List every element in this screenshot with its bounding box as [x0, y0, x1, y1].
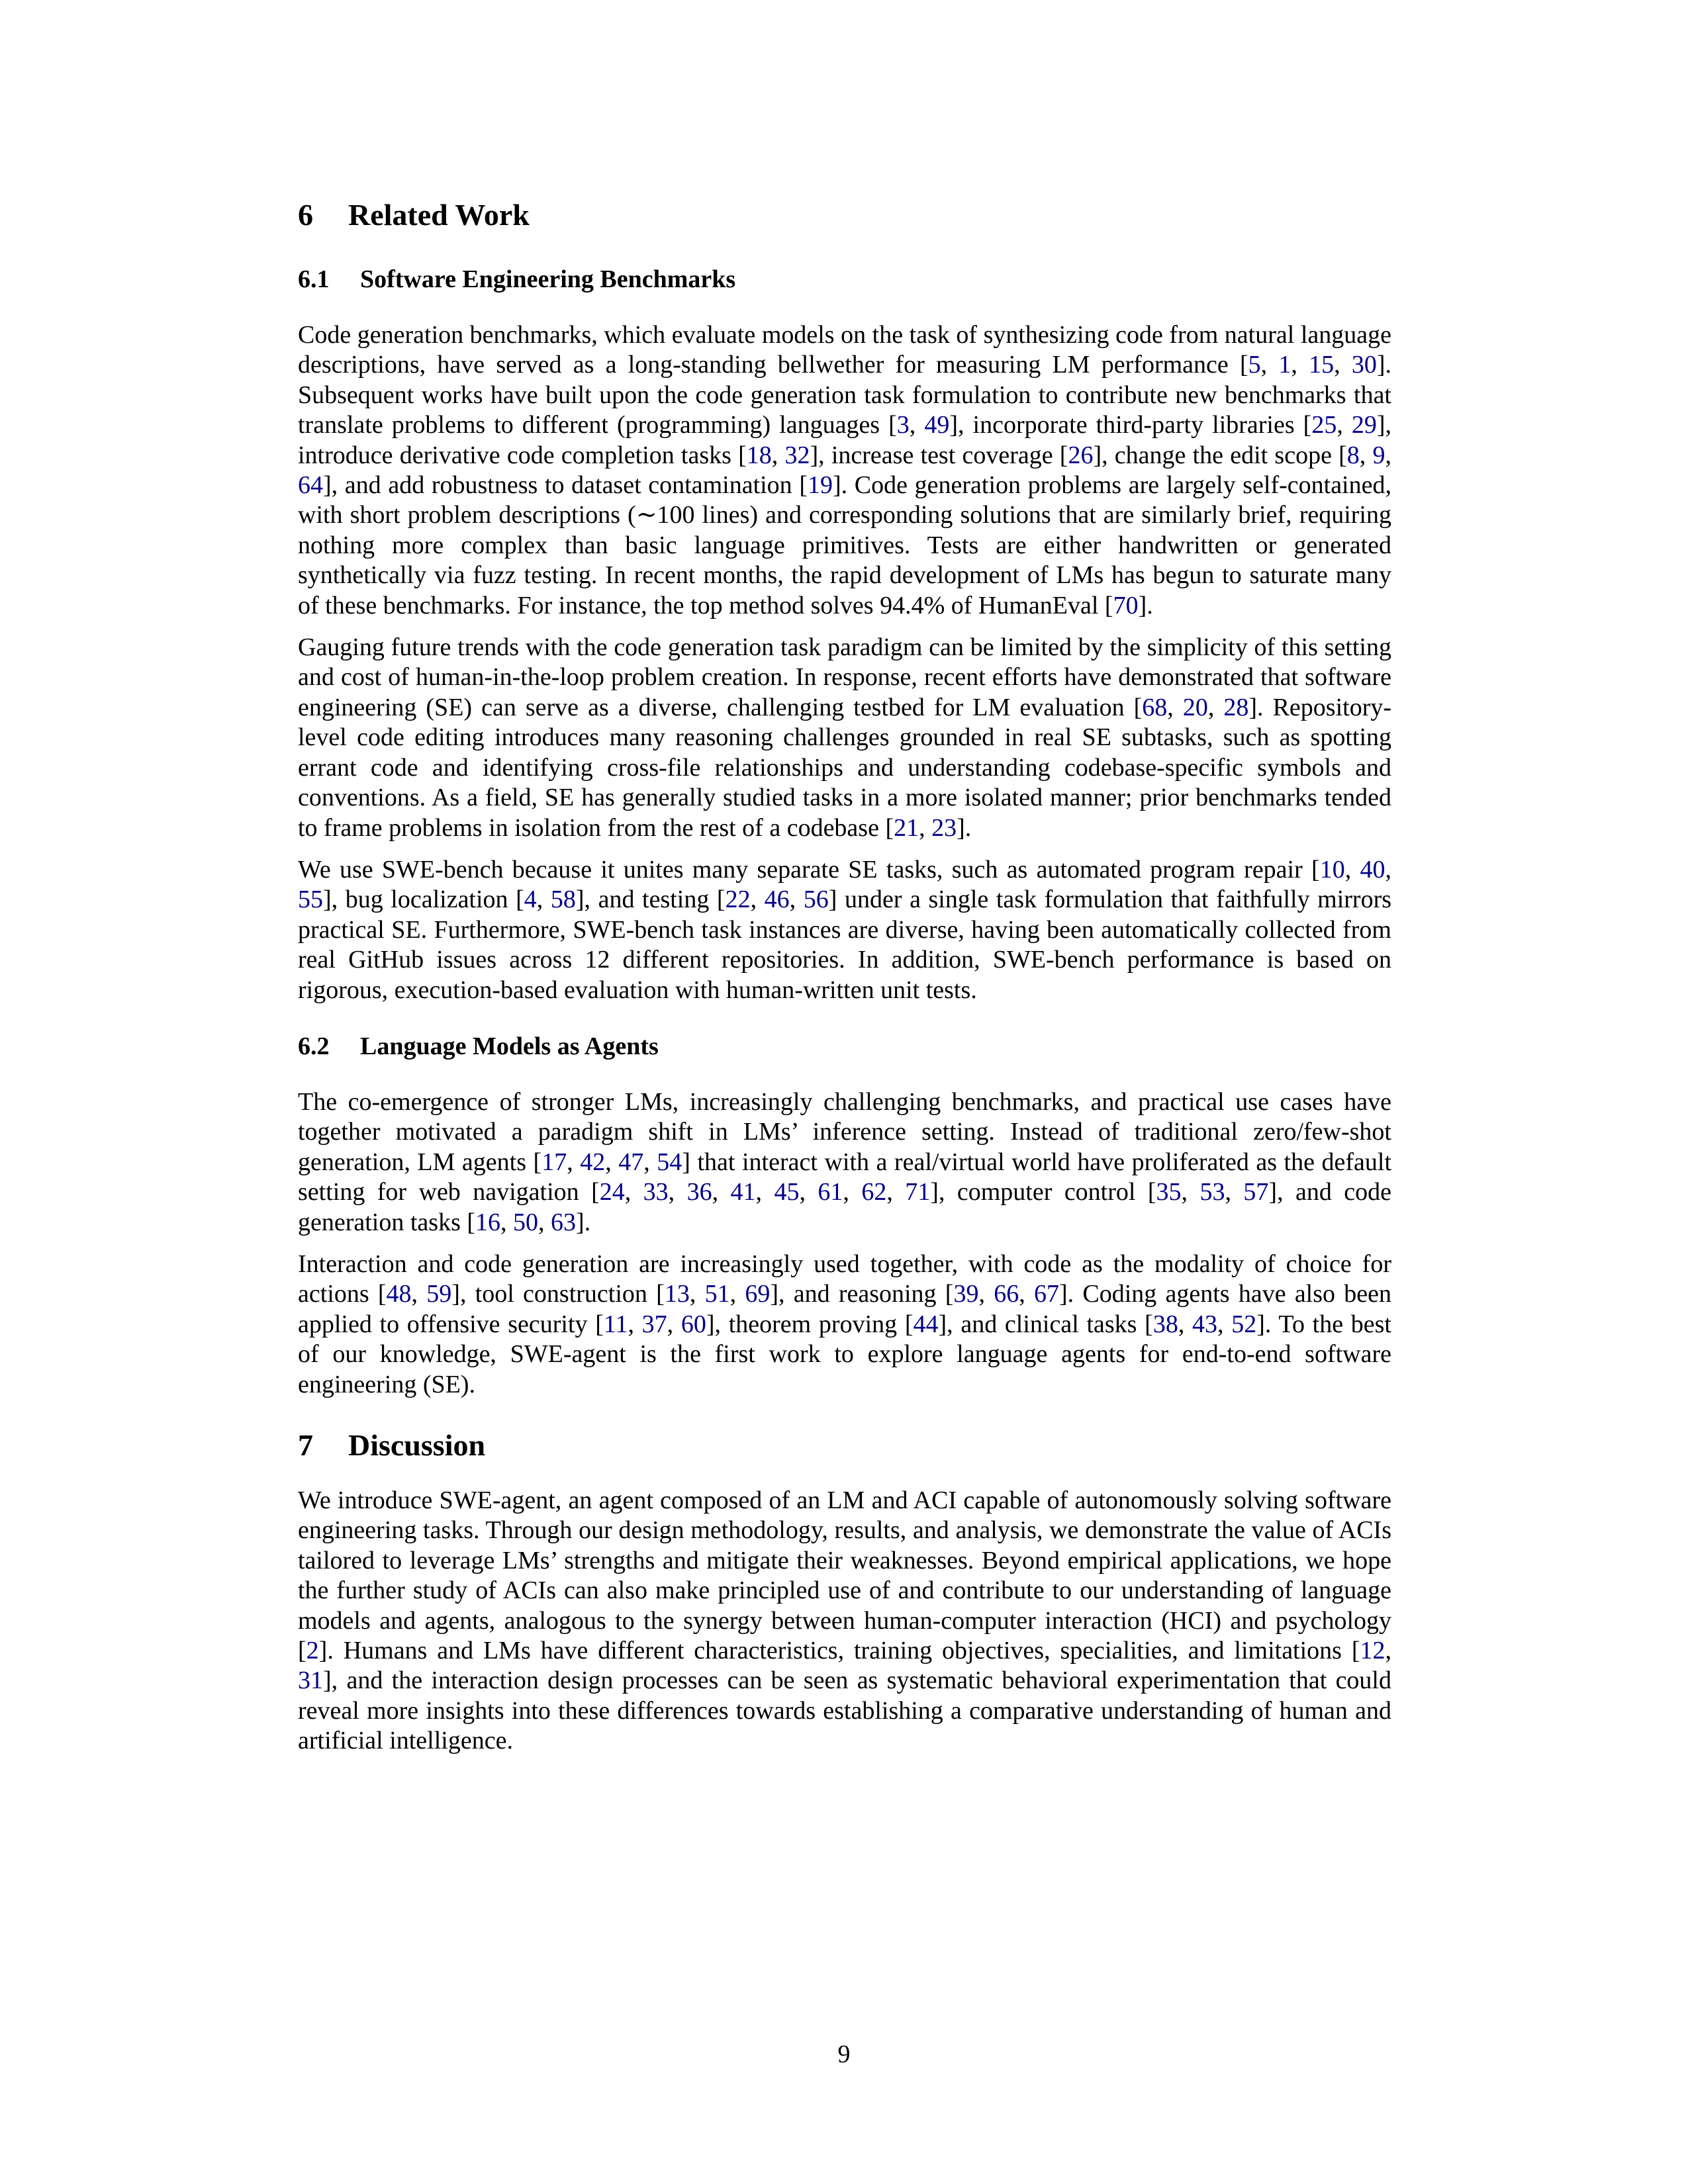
subsection-title: Language Models as Agents [360, 1032, 659, 1060]
paragraph-discussion: We introduce SWE-agent, an agent composed of an LM and ACI capable of autonomously solving software engineering tasks. Through our design methodology, results, and analysis, we demonstrate the value of ACIs tailored to leverage LMs’ strengths and mitigate their weaknesses. Beyond empirical applications, we hope the further study of ACIs can also make principled use of and contribute to our understanding of language models and agents, analogous to the synergy between human-computer interaction (HCI) and psychology [2]. Humans and LMs have different characteristics, training objectives, specialities, and limitations [12, 31], and the interaction design processes can be seen as systematic behavioral experimentation that could reveal more insights into these differences towards establishing a comparative understanding of human and artificial intelligence. [298, 1486, 1391, 1755]
citation-link[interactable]: 56 [803, 886, 829, 914]
citation-link[interactable]: 24 [599, 1178, 625, 1206]
citation-link[interactable]: 28 [1223, 693, 1249, 721]
paragraph-swe-bench: We use SWE-bench because it unites many separate SE tasks, such as automated program repair [10, 40, 55], bug localization [4, 58], and testing [22, 46, 56] under a single task formulation that faithfully mirrors practical SE. Furthermore, SWE-bench task instances are diverse, having been automatically collected from real GitHub issues across 12 different repositories. In addition, SWE-bench performance is based on rigorous, execution-based evaluation with human-written unit tests. [298, 855, 1392, 1004]
citation-link[interactable]: 48 [386, 1280, 412, 1308]
citation-link[interactable]: 54 [657, 1148, 682, 1176]
citation-link[interactable]: 12 [1360, 1637, 1385, 1665]
section-number: 6 [298, 198, 313, 232]
citation-link[interactable]: 66 [994, 1280, 1019, 1308]
citation-link[interactable]: 61 [818, 1178, 843, 1206]
citation-link[interactable]: 20 [1182, 693, 1208, 721]
citation-link[interactable]: 8 [1346, 441, 1360, 469]
section-heading-related-work [298, 197, 1391, 233]
citation-link[interactable]: 37 [641, 1310, 667, 1338]
section-title: Related Work [348, 198, 530, 232]
paragraph-interaction-code-generation: Interaction and code generation are increasingly used together, with code as the modality of choice for actions [48, 59], tool construction [13, 51, 69], and reasoning [39, 66, 67]. Coding agents have also been applied to offensive security [11, 37, 60], theorem proving [44], and clinical tasks [38, 43, 52]. To the best of our knowledge, SWE-agent is the first work to explore language agents for end-to-end software engineering (SE). [298, 1250, 1392, 1398]
citation-link[interactable]: 22 [725, 886, 751, 914]
citation-link[interactable]: 47 [618, 1148, 644, 1176]
subsection-number: 6.2 [298, 1032, 330, 1060]
citation-link[interactable]: 1 [1278, 351, 1291, 379]
citation-link[interactable]: 62 [861, 1178, 887, 1206]
citation-link[interactable]: 31 [298, 1666, 323, 1695]
citation-link[interactable]: 18 [746, 441, 772, 469]
citation-link[interactable]: 67 [1033, 1280, 1059, 1308]
citation-link[interactable]: 17 [541, 1148, 567, 1176]
citation-link[interactable]: 26 [1068, 441, 1094, 469]
paper-page [298, 197, 1391, 1756]
citation-link[interactable]: 11 [603, 1310, 628, 1338]
citation-link[interactable]: 44 [913, 1310, 939, 1338]
citation-link[interactable]: 70 [1113, 591, 1139, 619]
paragraph-se-testbed: Gauging future trends with the code generation task paradigm can be limited by the simplicity of this setting and cost of human-in-the-loop problem creation. In response, recent efforts have demonstrated that software engineering (SE) can serve as a diverse, challenging testbed for LM evaluation [68, 20, 28]. Repository-level code editing introduces many reasoning challenges grounded in real SE subtasks, such as spotting errant code and identifying cross-file relationships and understanding codebase-specific symbols and conventions. As a field, SE has generally studied tasks in a more isolated manner; prior benchmarks tended to frame problems in isolation from the rest of a codebase [21, 23]. [298, 633, 1392, 842]
section-title: Discussion [348, 1428, 486, 1462]
citation-link[interactable]: 58 [550, 886, 576, 914]
citation-link[interactable]: 30 [1351, 351, 1377, 379]
citation-link[interactable]: 52 [1231, 1310, 1257, 1338]
citation-link[interactable]: 19 [807, 471, 833, 500]
citation-link[interactable]: 55 [298, 886, 323, 914]
paragraph-code-generation-benchmarks: Code generation benchmarks, which evaluate models on the task of synthesizing code from natural language descriptions, have served as a long-standing bellwether for measuring LM performance [5, 1, 15, 30]. Subsequent works have built upon the code generation task formulation to contribute new benchmarks that translate problems to different (programming) languages [3, 49], incorporate third-party libraries [25, 29], introduce derivative code completion tasks [18, 32], increase test coverage [26], change the edit scope [8, 9, 64], and add robustness to dataset contamination [19]. Code generation problems are largely self-contained, with short problem descriptions (∼100 lines) and corresponding solutions that are similarly brief, requiring nothing more complex than basic language primitives. Tests are either handwritten or generated synthetically via fuzz testing. In recent months, the rapid development of LMs has begun to saturate many of these benchmarks. For instance, the top method solves 94.4% of HumanEval [70]. [298, 321, 1392, 619]
citation-link[interactable]: 38 [1152, 1310, 1178, 1338]
citation-link[interactable]: 5 [1248, 351, 1261, 379]
citation-link[interactable]: 49 [924, 411, 950, 439]
citation-link[interactable]: 25 [1311, 411, 1337, 439]
section-number: 7 [298, 1428, 313, 1462]
citation-link[interactable]: 29 [1351, 411, 1377, 439]
citation-link[interactable]: 63 [551, 1208, 577, 1236]
paragraph-lm-agents: The co-emergence of stronger LMs, increasingly challenging benchmarks, and practical use cases have together motivated a paradigm shift in LMs’ inference setting. Instead of traditional zero/few-shot generation, LM agents [17, 42, 47, 54] that interact with a real/virtual world have proliferated as the default setting for web navigation [24, 33, 36, 41, 45, 61, 62, 71], computer control [35, 53, 57], and code generation tasks [16, 50, 63]. [298, 1087, 1392, 1236]
citation-link[interactable]: 60 [680, 1310, 706, 1338]
citation-link[interactable]: 39 [953, 1280, 979, 1308]
citation-link[interactable]: 59 [426, 1280, 452, 1308]
section-heading-discussion [298, 1428, 1391, 1463]
citation-link[interactable]: 4 [524, 886, 537, 914]
citation-link[interactable]: 15 [1309, 351, 1335, 379]
citation-link[interactable]: 42 [580, 1148, 606, 1176]
citation-link[interactable]: 69 [745, 1280, 771, 1308]
citation-link[interactable]: 46 [764, 886, 790, 914]
citation-link[interactable]: 2 [306, 1637, 319, 1665]
citation-link[interactable]: 16 [475, 1208, 501, 1236]
citation-link[interactable]: 57 [1243, 1178, 1269, 1206]
citation-link[interactable]: 51 [704, 1280, 730, 1308]
citation-link[interactable]: 43 [1192, 1310, 1218, 1338]
citation-link[interactable]: 35 [1156, 1178, 1182, 1206]
citation-link[interactable]: 33 [643, 1178, 669, 1206]
citation-link[interactable]: 10 [1319, 855, 1345, 884]
citation-link[interactable]: 64 [298, 471, 323, 500]
citation-link[interactable]: 23 [931, 813, 957, 842]
subsection-heading-lm-agents [298, 1032, 1391, 1061]
citation-link[interactable]: 50 [513, 1208, 539, 1236]
citation-link[interactable]: 68 [1142, 693, 1168, 721]
citation-link[interactable]: 36 [686, 1178, 712, 1206]
citation-link[interactable]: 13 [664, 1280, 690, 1308]
citation-link[interactable]: 32 [784, 441, 810, 469]
citation-link[interactable]: 9 [1372, 441, 1385, 469]
citation-link[interactable]: 21 [894, 813, 919, 842]
citation-link[interactable]: 3 [896, 411, 910, 439]
citation-link[interactable]: 71 [905, 1178, 931, 1206]
subsection-title: Software Engineering Benchmarks [360, 265, 736, 293]
citation-link[interactable]: 53 [1199, 1178, 1225, 1206]
page-number: 9 [837, 2040, 851, 2068]
subsection-heading-se-benchmarks [298, 265, 1391, 294]
citation-link[interactable]: 45 [774, 1178, 800, 1206]
citation-link[interactable]: 41 [730, 1178, 756, 1206]
subsection-number: 6.1 [298, 265, 330, 293]
citation-link[interactable]: 40 [1360, 855, 1385, 884]
